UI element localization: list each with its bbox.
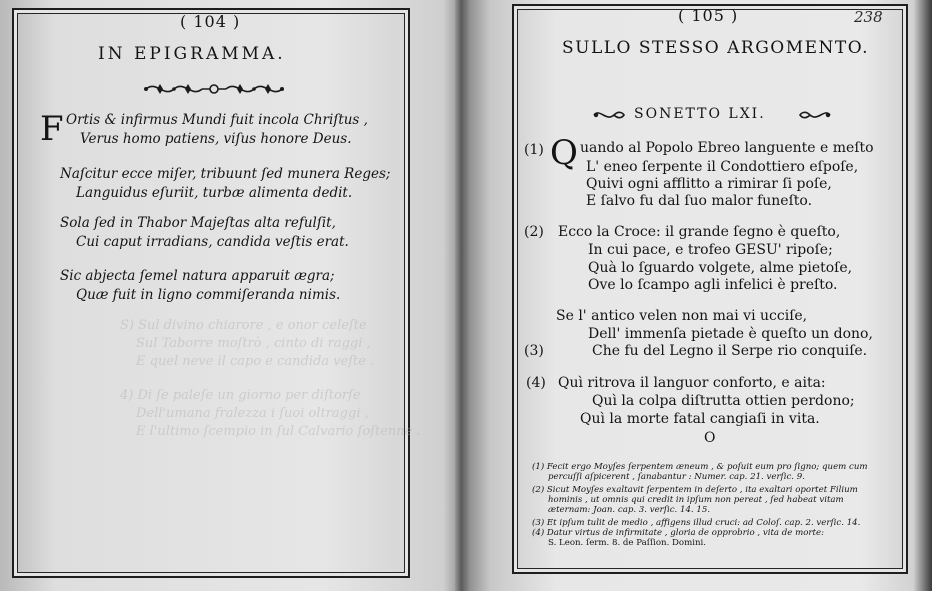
epigram-line-4: Languidus eſuriit, turbæ alimenta dedit. xyxy=(76,185,353,201)
footnote-line: (3) Et ipſum tulit de medio , affigens illud cruci: ad Coloſ. cap. 2. verſic. 14. xyxy=(532,518,861,528)
footnote-line: (2) Sicut Moyſes exaltavit ſerpentem in deſerto , ita exaltari oportet Filium xyxy=(532,485,858,495)
bleed-through-text: Sul Taborre moſtrò , cinto di raggi , xyxy=(136,336,371,351)
sonnet-line-7: Quà lo ſguardo volgete, alme pietoſe, xyxy=(588,260,853,276)
sonnet-heading: SONETTO LXI. xyxy=(634,106,766,122)
sonnet-line-14: Quì la morte fatal cangiaſi in vita. xyxy=(580,411,820,427)
footnote-marker-2: (2) xyxy=(524,224,544,240)
sonnet-line-11: Che fu del Legno il Serpe rio conquiſe. xyxy=(592,343,868,359)
bleed-through-text: E l'ultimo ſcempio in ſul Calvario ſoſtenne . xyxy=(136,424,421,439)
left-fleuron-icon xyxy=(592,108,626,122)
right-page-number: ( 105 ) xyxy=(678,6,739,25)
footnote-line: (4) Datur virtus de infirmitate , gloria de opprobrio , vita de morte: xyxy=(532,528,824,538)
ornament-vignette-icon xyxy=(142,80,286,98)
left-drop-cap: F xyxy=(40,109,64,149)
footnote-line: S. Leon. ſerm. 8. de Paſſion. Domini. xyxy=(548,538,707,548)
sonnet-line-5: Ecco la Croce: il grande ſegno è queſto, xyxy=(558,224,841,240)
right-page xyxy=(462,0,932,591)
epigram-line-5: Sola ſed in Thabor Majeſtas alta refulſit, xyxy=(60,215,336,231)
sonnet-line-2: L' eneo ſerpente il Condottiero eſpoſe, xyxy=(586,159,859,175)
sonnet-line-1: uando al Popolo Ebreo languente e meſto xyxy=(580,140,874,156)
footnote-line: hominis , ut omnis qui credit in ipſum non pereat , ſed habeat vitam xyxy=(548,495,844,505)
footnote-marker-3: (3) xyxy=(524,343,544,359)
sonnet-line-12: Quì ritrova il languor conforto, e aita: xyxy=(558,375,826,391)
book-gutter xyxy=(455,0,469,591)
handwritten-page-number: 238 xyxy=(854,8,883,26)
right-fleuron-icon xyxy=(798,108,832,122)
footnote-marker-4: (4) xyxy=(526,375,546,391)
left-page-number: ( 104 ) xyxy=(180,12,241,31)
bleed-through-text: Dell'umana fralezza i ſuoi oltraggi , xyxy=(136,406,369,421)
right-page-title: SULLO STESSO ARGOMENTO. xyxy=(562,38,870,58)
left-page-title: IN EPIGRAMMA. xyxy=(98,44,286,64)
bleed-through-text: S) Sul divino chiarore , e onor celeſte xyxy=(120,318,367,333)
epigram-line-7: Sic abjecta ſemel natura apparuit ægra; xyxy=(60,268,335,284)
footnote-line: (1) Fecit ergo Moyſes ſerpentem æneum , & poſuit eum pro ſigno; quem cum xyxy=(532,462,868,472)
bleed-through-text: E quel neve il capo e candida veſte . xyxy=(136,354,375,369)
sonnet-line-6: In cui pace, e trofeo GESU' ripoſe; xyxy=(588,242,833,258)
sonnet-line-9: Se l' antico velen non mai vi ucciſe, xyxy=(556,308,808,324)
footnote-line: percuſſi aſpicerent , ſanabantur : Numer. cap. 21. verſic. 9. xyxy=(548,472,805,482)
sonnet-line-10: Dell' immenſa pietade è queſto un dono, xyxy=(588,326,873,342)
sonnet-line-13: Quì la colpa diſtrutta ottien perdono; xyxy=(592,393,855,409)
right-drop-cap: Q xyxy=(550,133,578,173)
footnote-marker-1: (1) xyxy=(524,142,544,158)
epigram-line-2: Verus homo patiens, viſus honore Deus. xyxy=(80,131,352,147)
epigram-line-8: Quæ fuit in ligno commiſeranda nimis. xyxy=(76,287,341,303)
sonnet-line-3: Quivi ogni afflitto a rimirar ſi poſe, xyxy=(586,176,832,192)
end-mark: O xyxy=(704,430,716,446)
sonnet-line-8: Ove lo ſcampo agli infelici è preſto. xyxy=(588,277,838,293)
bleed-through-text: 4) Di ſe paleſe un giorno per diſtorſe xyxy=(120,388,361,403)
epigram-line-6: Cui caput irradians, candida veſtis erat. xyxy=(76,234,349,250)
left-page xyxy=(0,0,462,591)
footnote-line: æternam: Joan. cap. 3. verſic. 14. 15. xyxy=(548,505,711,515)
sonnet-line-4: E ſalvo fu dal ſuo malor funeſto. xyxy=(586,193,813,209)
epigram-line-3: Naſcitur ecce miſer, tribuunt ſed munera Reges; xyxy=(60,166,391,182)
epigram-line-1: Ortis & infirmus Mundi fuit incola Chriſtus , xyxy=(66,112,368,128)
